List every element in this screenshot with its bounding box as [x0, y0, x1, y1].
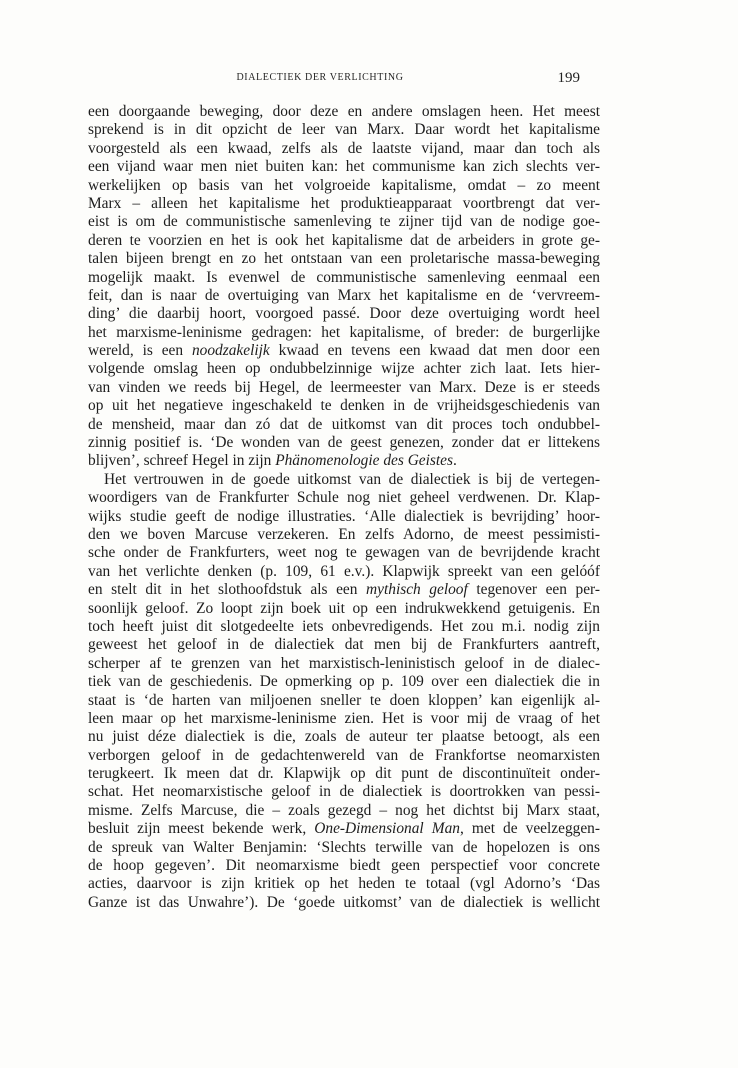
- text-line: leen maar op het marxisme-leninisme zien. Het is voor mij de vraag of het: [88, 709, 600, 727]
- book-title-text: Phänomenologie des Geistes: [275, 452, 453, 470]
- text-line: de hoop gegeven’. Dit neomarxisme biedt geen perspectief voor concrete: [88, 857, 600, 875]
- text-line: talen bijeen brengt en zo het ontstaan van een proletarische massa-beweging: [88, 250, 600, 268]
- text-line: sche onder de Frankfurters, weet nog te gewagen van de bevrijdende kracht: [88, 544, 600, 562]
- text-line: de spreuk van Walter Benjamin: ‘Slechts terwille van de hopelozen is ons: [88, 838, 600, 856]
- text-segment: besluit zijn meest bekende werk,: [88, 820, 315, 838]
- text-line: van vinden we reeds bij Hegel, de leermeester van Marx. Deze is er steeds: [88, 378, 600, 396]
- text-line: op uit het negatieve ingeschakeld te denken in de vrijheidsgeschiedenis van: [88, 397, 600, 415]
- text-line: mogelijk maakt. Is evenwel de communistische samenleving eenmaal een: [88, 268, 600, 286]
- text-line: van het verlichte denken (p. 109, 61 e.v.). Klapwijk spreekt van een gelóóf: [88, 562, 600, 580]
- text-segment: tegenover een per-: [467, 581, 600, 599]
- text-line: woordigers van de Frankfurter Schule nog niet geheel verdwenen. Dr. Klap-: [88, 489, 600, 507]
- paragraph: [88, 103, 600, 471]
- text-segment: blijven’, schreef Hegel in zijn: [88, 452, 276, 470]
- text-line: [88, 452, 600, 470]
- text-line: tiek van de geschiedenis. De opmerking op p. 109 over een dialectiek die in: [88, 673, 600, 691]
- text-line: misme. Zelfs Marcuse, die – zoals gezegd – nog het dichtst bij Marx staat,: [88, 801, 600, 819]
- text-line: Ganze ist das Unwahre’). De ‘goede uitkomst’ van de dialectiek is wellicht: [88, 893, 600, 911]
- text-line: staat is ‘de harten van miljoenen sneller te doen kloppen’ kan eigenlijk al-: [88, 691, 600, 709]
- text-line: [88, 342, 600, 360]
- text-line: eist is om de communistische samenleving te zijner tijd van de nodige goe-: [88, 213, 600, 231]
- text-line: feit, dan is naar de overtuiging van Marx het kapitalisme en de ‘vervreem-: [88, 286, 600, 304]
- text-line: nu juist déze dialectiek is die, zoals de auteur ter plaatse betoogt, als een: [88, 728, 600, 746]
- text-line: een doorgaande beweging, door deze en andere omslagen heen. Het meest: [88, 103, 600, 120]
- text-line: de mensheid, maar dan zó dat de uitkomst van dit proces toch ondubbel-: [88, 415, 600, 433]
- text-line: verborgen geloof in de gedachtenwereld van de Frankfortse neomarxisten: [88, 746, 600, 764]
- text-segment: wereld, is een: [88, 342, 192, 360]
- text-line: het marxisme-leninisme gedragen: het kapitalisme, of breder: de burgerlijke: [88, 323, 600, 341]
- emphasis-text: noodzakelijk: [191, 342, 270, 360]
- text-line: zinnig positief is. ‘De wonden van de geest genezen, zonder dat er littekens: [88, 434, 600, 452]
- text-line: den we boven Marcuse verzekeren. En zelfs Adorno, de meest pessimisti-: [88, 525, 600, 543]
- text-segment: kwaad en tevens een kwaad dat men door een: [269, 342, 600, 360]
- text-line: sprekend is in dit opzicht de leer van Marx. Daar wordt het kapitalisme: [88, 121, 600, 139]
- text-line: voorgesteld als een kwaad, zelfs als de laatste vijand, maar dan toch als: [88, 139, 600, 157]
- text-line: werkelijken op basis van het volgroeide kapitalisme, omdat – zo meent: [88, 176, 600, 194]
- text-line: acties, daarvoor is zijn kritiek op het heden te totaal (vgl Adorno’s ‘Das: [88, 875, 600, 893]
- page-number: 199: [557, 70, 580, 86]
- text-line: deren te voorzien en het is ook het kapitalisme dat de arbeiders in grote ge-: [88, 231, 600, 249]
- text-line: [88, 581, 600, 599]
- paragraph: [88, 471, 600, 912]
- text-line: scherper af te grenzen van het marxistisch-leninistisch geloof in de dialec-: [88, 654, 600, 672]
- text-segment: , met de veelzeggen-: [459, 820, 600, 838]
- body-text: [88, 103, 600, 912]
- text-line: Marx – alleen het kapitalisme het produktieapparaat voortbrengt dat ver-: [88, 194, 600, 212]
- text-line: toch heeft juist dit slotgedeelte iets onbevredigends. Het zou m.i. nodig zijn: [88, 617, 600, 635]
- text-line: Het vertrouwen in de goede uitkomst van de dialectiek is bij de vertegen-: [104, 470, 600, 488]
- text-line: soonlijk geloof. Zo loopt zijn boek uit op een indrukwekkend getuigenis. En: [88, 599, 600, 617]
- text-line: geweest het geloof in de dialectiek dat men bij de Frankfurters aantreft,: [88, 636, 600, 654]
- text-line: schat. Het neomarxistische geloof in de dialectiek is doortrokken van pessi-: [88, 783, 600, 801]
- text-line: volgende omslag heen op ondubbelzinnige wijze achter zich laat. Iets hier-: [88, 360, 600, 378]
- running-title: DIALECTIEK DER VERLICHTING: [236, 72, 404, 83]
- emphasis-text: mythisch geloof: [366, 581, 468, 599]
- book-title-text: One-Dimensional Man: [314, 820, 460, 838]
- text-line: een vijand waar men niet buiten kan: het communisme kan zich slechts ver-: [88, 158, 600, 176]
- text-segment: .: [453, 452, 457, 470]
- text-line: wijks studie geeft de nodige illustraties. ‘Alle dialectiek is bevrijding’ hoor-: [88, 507, 600, 525]
- text-segment: en stelt dit in het slothoofdstuk als een: [88, 581, 367, 599]
- text-line: [88, 820, 600, 838]
- text-line: terugkeert. Ik meen dat dr. Klapwijk op dit punt de discontinuïteit onder-: [88, 765, 600, 783]
- text-line: ding’ die daarbij hoort, voorgoed passé. Door deze overtuiging wordt heel: [88, 305, 600, 323]
